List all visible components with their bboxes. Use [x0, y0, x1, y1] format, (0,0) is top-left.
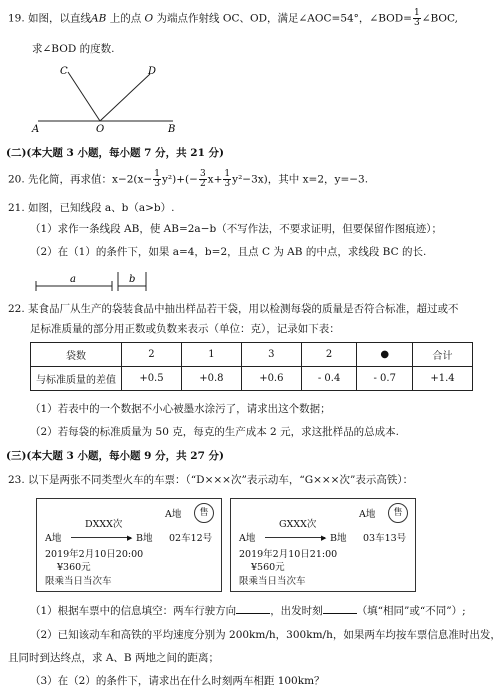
section-2-heading: (二)(本大题 3 小题，每小题 7 分，共 21 分) — [6, 147, 225, 159]
ticket-price: ¥560元 — [251, 562, 285, 573]
q19-line2: 求∠BOD 的度数. — [32, 43, 115, 55]
ticket-from: A地 — [45, 533, 62, 544]
ticket-g-train — [230, 498, 416, 592]
table-cell: 1 — [181, 343, 241, 367]
label-d: D — [148, 66, 157, 77]
q23-sub2-line2: 且同时到达终点，求 A、B 两地之间的距离； — [8, 652, 219, 664]
section-3-heading: (三)(本大题 3 小题，每小题 9 分，共 27 分) — [6, 450, 225, 462]
q21-line3: （2）在（1）的条件下，如果 a=4，b=2，且点 C 为 AB 的中点，求线段 BC 的长. — [30, 246, 427, 258]
q23-sub2-line1: （2）已知该动车和高铁的平均速度分别为 200km/h，300km/h，如果两车均按车票信息准时出发， — [30, 629, 501, 641]
table-cell: 2 — [301, 343, 357, 367]
table-row — [31, 367, 473, 391]
answer-blank-direction[interactable] — [236, 603, 270, 614]
table-cell: - 0.4 — [301, 367, 357, 391]
ticket-note: 限乘当日当次车 — [239, 576, 306, 587]
ray-od — [100, 74, 150, 121]
table-cell: +0.8 — [181, 367, 241, 391]
ticket-from: A地 — [239, 533, 256, 544]
ticket-to: B地 — [330, 533, 347, 544]
segments-figure — [28, 266, 158, 294]
table-cell: 2 — [122, 343, 182, 367]
fraction-one-third: $\frac{1}{3}$ — [413, 8, 420, 28]
table-cell: +1.4 — [413, 367, 473, 391]
q22-line1: 22. 某食品厂从生产的袋装食品中抽出样品若干袋，用以检测每袋的质量是否符合标准，超过或不 — [8, 303, 459, 315]
label-o: O — [96, 124, 105, 135]
seal-icon: 售 — [388, 503, 408, 523]
segment-a-label: a — [70, 274, 76, 285]
table-cell: 袋数 — [31, 343, 122, 367]
table-row — [31, 343, 473, 367]
ticket-stamp-place: A地 — [165, 509, 182, 520]
seal-icon: 售 — [194, 503, 214, 523]
q21-line2: （1）求作一条线段 AB，使 AB=2a−b（不写作法，不要求证明，但要保留作图痕迹）； — [30, 223, 442, 235]
ticket-datetime: 2019年2月10日21:00 — [239, 549, 338, 560]
table-cell: - 0.7 — [357, 367, 413, 391]
q20-stem: 20. 先化简，再求值：x−2(x− $\frac{1}{3}$ y²)+(− $\frac{3}{2}$ x+ $\frac{1}{3}$ y²−3x)，其中 x=2，y=−3. — [8, 169, 369, 189]
label-b: B — [168, 124, 176, 135]
ticket-d-train — [36, 498, 222, 592]
q23-line1: 23. 以下是两张不同类型火车的车票：（“D×××次”表示动车，“G×××次”表示高铁）： — [8, 474, 414, 486]
arrowhead-icon: ▶ — [321, 534, 327, 542]
segment-b-label: b — [129, 274, 136, 285]
ticket-train-no: DXXX次 — [85, 519, 123, 530]
q22-sub2: （2）若每袋的标准质量为 50 克，每克的生产成本 2 元，求这批样品的总成本. — [30, 426, 399, 438]
table-cell: 与标准质量的差值 — [31, 367, 122, 391]
arrow-icon — [71, 537, 131, 538]
label-c: C — [60, 66, 68, 77]
table-cell: 合计 — [413, 343, 473, 367]
arrow-icon — [265, 537, 325, 538]
answer-blank-time[interactable] — [323, 603, 357, 614]
table-cell: ● — [357, 343, 413, 367]
ray-oc — [68, 72, 100, 121]
q22-line2: 足标准质量的部分用正数或负数来表示（单位：克），记录如下表： — [30, 323, 340, 335]
q23-sub1: （1）根据车票中的信息填空：两车行驶方向 ，出发时刻 （填“相同”或“不同”）; — [30, 605, 466, 617]
ticket-seat: 02车12号 — [169, 533, 213, 544]
ticket-datetime: 2019年2月10日20:00 — [45, 549, 144, 560]
ticket-note: 限乘当日当次车 — [45, 576, 112, 587]
ticket-seat: 03车13号 — [363, 533, 407, 544]
arrowhead-icon: ▶ — [127, 534, 133, 542]
ticket-stamp-place: A地 — [359, 509, 376, 520]
label-a: A — [32, 124, 40, 135]
ticket-to: B地 — [136, 533, 153, 544]
ticket-price: ¥360元 — [57, 562, 91, 573]
q23-sub3: （3）在（2）的条件下，请求出在什么时刻两车相距 100km？ — [30, 675, 325, 687]
q22-table — [30, 342, 473, 391]
q22-sub1: （1）若表中的一个数据不小心被墨水涂污了，请求出这个数据； — [30, 403, 331, 415]
angle-figure — [28, 60, 188, 140]
table-cell: 3 — [241, 343, 301, 367]
q21-line1: 21. 如图，已知线段 a、b（a>b）. — [8, 202, 175, 214]
table-cell: +0.6 — [241, 367, 301, 391]
table-cell: +0.5 — [122, 367, 182, 391]
ticket-train-no: GXXX次 — [279, 519, 317, 530]
q19-stem: 19. 如图，以直线AB 上的点 O 为端点作射线 OC、OD，满足∠AOC=54°，∠BOD= $\frac{1}{3}$ ∠BOC, — [8, 8, 459, 28]
